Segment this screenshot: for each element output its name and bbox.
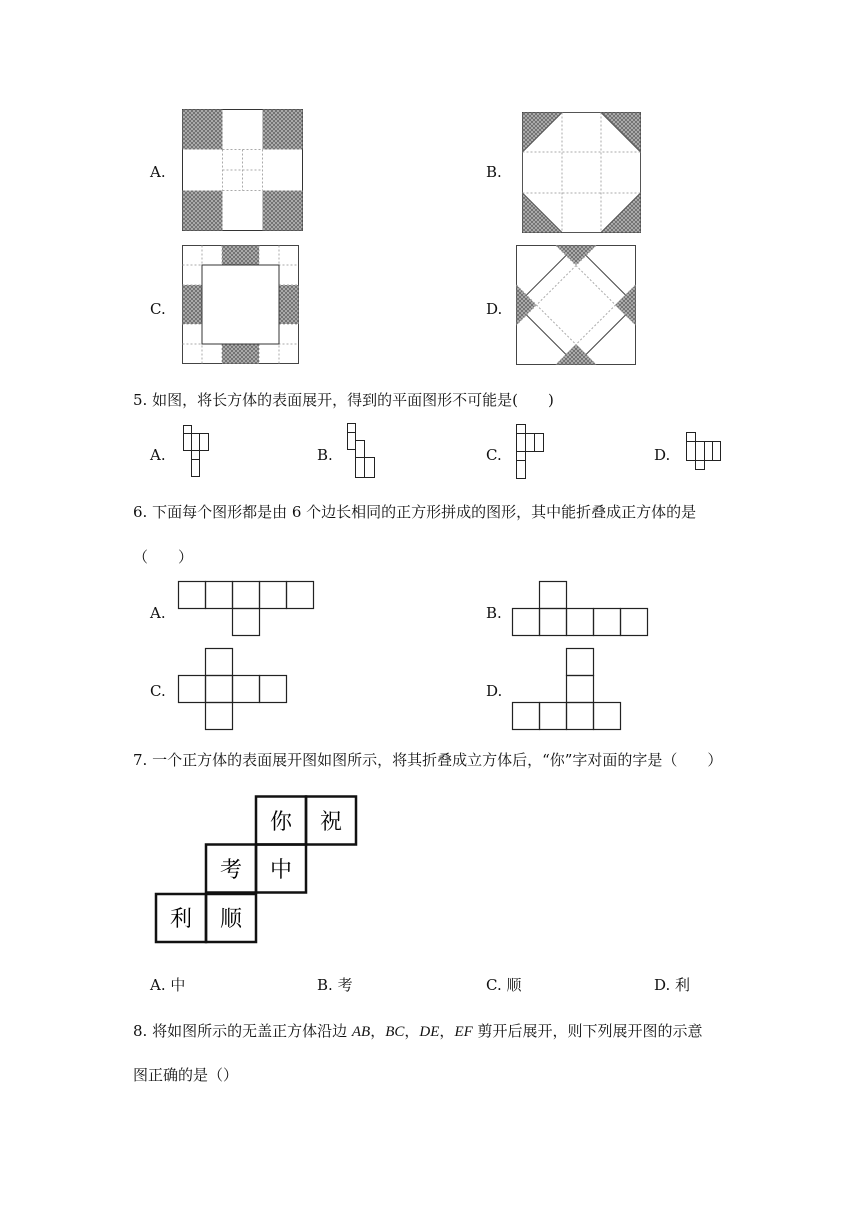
q5-option-b-label: B. (317, 446, 333, 464)
q7-option-a-text: 中 (170, 976, 186, 994)
q5-option-b-figure (347, 423, 377, 480)
q6-option-a-figure (178, 581, 316, 637)
q4-option-b-label: B. (486, 163, 502, 181)
q7-cell-shun: 顺 (219, 907, 243, 932)
q4-option-a-figure (182, 109, 304, 232)
q6-question-line2: （ ） (133, 548, 194, 566)
q5-option-a-figure (183, 425, 211, 478)
q7-cell-zhu: 祝 (319, 810, 343, 835)
q6-option-c-label: C. (150, 682, 166, 700)
q5-option-a-label: A. (150, 446, 166, 464)
q8-edge-ab: AB (351, 1024, 371, 1040)
q7-option-b-text: 考 (337, 976, 353, 994)
q7-cell-ni: 你 (269, 810, 293, 835)
q8-number: 8. (133, 1022, 148, 1040)
q5-option-d-label: D. (654, 446, 671, 464)
q8-edge-de: DE (419, 1024, 440, 1040)
q8-question-line1: 8. 将如图所示的无盖正方体沿边 AB，BC，DE，EF 剪开后展开，则下列展开图的示意 (133, 1022, 703, 1040)
q8-edge-ef: EF (454, 1024, 473, 1040)
q7-option-b-label: B. (317, 976, 333, 994)
q5-option-c-label: C. (486, 446, 502, 464)
q4-option-c-figure (182, 245, 300, 365)
q6-question-line1 (133, 501, 696, 522)
q6-option-a-label: A. (150, 604, 166, 622)
q7-question (133, 749, 722, 770)
q7-option-a-label: A. (150, 976, 166, 994)
q7-option-a (150, 974, 185, 995)
q7-cell-zhong: 中 (269, 858, 293, 883)
q7-option-d-text: 利 (675, 976, 691, 994)
q8-text-a: 将如图所示的无盖正方体沿边 (152, 1022, 348, 1040)
q7-option-c-text: 顺 (506, 976, 522, 994)
q5-option-c-figure (516, 424, 546, 481)
q5-option-d-figure (686, 432, 723, 472)
q8-edge-bc: BC (385, 1024, 405, 1040)
q4-option-b-figure (522, 112, 642, 234)
q4-option-d-label: D. (486, 300, 503, 318)
q6-option-b-figure (512, 581, 650, 637)
q7-cell-li: 利 (169, 907, 193, 932)
q6-option-d-label: D. (486, 682, 503, 700)
q7-number: 7. (133, 751, 148, 769)
q6-number: 6. (133, 503, 148, 521)
q7-cube-net (154, 795, 359, 946)
q5-question (133, 389, 554, 410)
q5-number: 5. (133, 391, 148, 409)
q4-option-d-figure (516, 245, 637, 366)
q6-option-b-label: B. (486, 604, 502, 622)
q6-option-d-figure (512, 648, 623, 732)
q4-option-c-label: C. (150, 300, 166, 318)
q6-option-c-figure (178, 648, 289, 732)
q5-text: 如图，将长方体的表面展开，得到的平面图形不可能是( ) (152, 391, 554, 409)
q7-option-b (317, 974, 353, 995)
q8-text-b: 剪开后展开，则下列展开图的示意 (477, 1022, 703, 1040)
q7-cell-kao: 考 (219, 858, 243, 883)
q8-question-line2: 图正确的是（） (133, 1066, 239, 1084)
q7-option-c (486, 974, 522, 995)
q7-option-d (654, 974, 690, 995)
q4-option-a-label: A. (150, 163, 166, 181)
q7-option-c-label: C. (486, 976, 502, 994)
q7-option-d-label: D. (654, 976, 671, 994)
q6-text: 下面每个图形都是由 6 个边长相同的正方形拼成的图形，其中能折叠成正方体的是 (152, 503, 697, 521)
q7-text: 一个正方体的表面展开图如图所示，将其折叠成立方体后，“你”字对面的字是（ ） (152, 751, 723, 769)
